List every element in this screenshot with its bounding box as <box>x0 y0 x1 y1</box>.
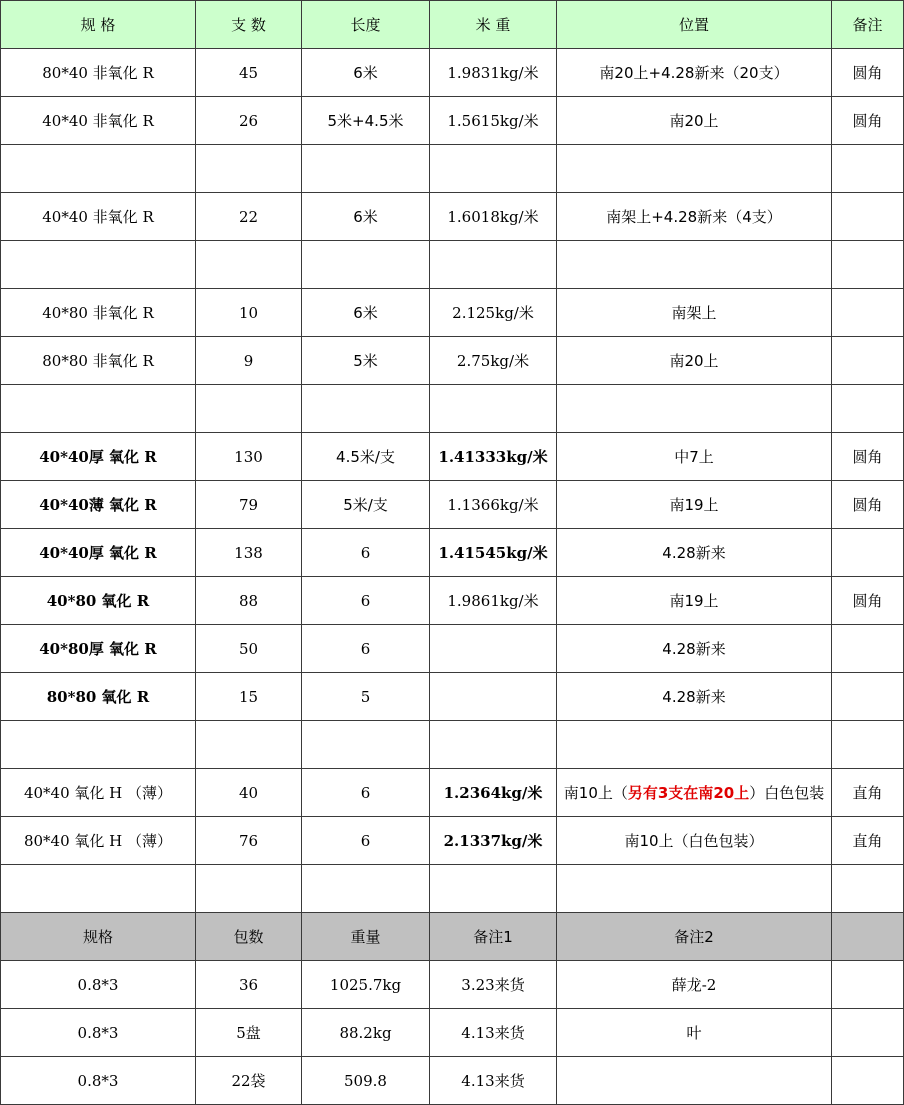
cell-note[interactable]: 圆角 <box>832 97 904 145</box>
cell-note2[interactable] <box>557 1057 832 1105</box>
header2-spec[interactable]: 规格 <box>1 913 196 961</box>
cell-note[interactable]: 圆角 <box>832 433 904 481</box>
cell-weight[interactable]: 1.41545kg/米 <box>430 529 557 577</box>
table-row <box>1 97 904 145</box>
cell-position[interactable]: 南20上 <box>557 337 832 385</box>
header-length[interactable]: 长度 <box>302 1 430 49</box>
cell-length[interactable]: 6米 <box>302 193 430 241</box>
cell-position[interactable]: 南19上 <box>557 481 832 529</box>
table-row <box>1 1057 904 1105</box>
cell-note1[interactable]: 4.13来货 <box>430 1009 557 1057</box>
cell-note[interactable] <box>832 625 904 673</box>
cell-spec[interactable]: 0.8*3 <box>1 1057 196 1105</box>
table-row <box>1 49 904 97</box>
cell-packs[interactable]: 5盘 <box>196 1009 302 1057</box>
cell-count[interactable]: 22 <box>196 193 302 241</box>
cell-length[interactable]: 4.5米/支 <box>302 433 430 481</box>
cell-position[interactable] <box>557 721 832 769</box>
cell-length[interactable]: 6 <box>302 625 430 673</box>
table-row <box>1 577 904 625</box>
cell-extra[interactable] <box>832 961 904 1009</box>
cell-extra[interactable] <box>832 1009 904 1057</box>
cell-note[interactable] <box>832 865 904 913</box>
cell-count[interactable]: 15 <box>196 673 302 721</box>
header-spec[interactable]: 规 格 <box>1 1 196 49</box>
cell-note[interactable] <box>832 193 904 241</box>
table-row <box>1 337 904 385</box>
cell-length[interactable] <box>302 145 430 193</box>
cell-packs[interactable]: 22袋 <box>196 1057 302 1105</box>
table-row <box>1 673 904 721</box>
cell-spec[interactable]: 40*40厚 氧化 R <box>1 433 196 481</box>
cell-note[interactable]: 直角 <box>832 817 904 865</box>
cell-spec[interactable] <box>1 385 196 433</box>
cell-weight[interactable]: 2.75kg/米 <box>430 337 557 385</box>
header-row <box>1 1 904 49</box>
cell-count[interactable]: 76 <box>196 817 302 865</box>
table-row <box>1 433 904 481</box>
cell-count[interactable]: 79 <box>196 481 302 529</box>
cell-note[interactable]: 直角 <box>832 769 904 817</box>
table-row <box>1 865 904 913</box>
cell-extra[interactable] <box>832 1057 904 1105</box>
cell-length[interactable]: 6米 <box>302 49 430 97</box>
cell-count[interactable] <box>196 385 302 433</box>
cell-count[interactable]: 88 <box>196 577 302 625</box>
cell-spec[interactable]: 40*80 非氧化 R <box>1 289 196 337</box>
cell-position[interactable]: 4.28新来 <box>557 529 832 577</box>
cell-count[interactable]: 26 <box>196 97 302 145</box>
cell-position[interactable] <box>557 865 832 913</box>
cell-length[interactable]: 5 <box>302 673 430 721</box>
header2-packs[interactable]: 包数 <box>196 913 302 961</box>
cell-note[interactable]: 圆角 <box>832 49 904 97</box>
cell-spec[interactable]: 0.8*3 <box>1 961 196 1009</box>
position-text-red: 另有3支在南20上 <box>627 784 750 802</box>
header2-note2[interactable]: 备注2 <box>557 913 832 961</box>
cell-count[interactable] <box>196 721 302 769</box>
cell-note[interactable] <box>832 721 904 769</box>
cell-weight[interactable] <box>430 673 557 721</box>
cell-spec[interactable]: 40*40 非氧化 R <box>1 193 196 241</box>
table-row <box>1 817 904 865</box>
cell-spec[interactable] <box>1 241 196 289</box>
cell-length[interactable]: 6 <box>302 817 430 865</box>
table-row <box>1 193 904 241</box>
cell-length[interactable]: 6 <box>302 529 430 577</box>
cell-weight[interactable]: 1.41333kg/米 <box>430 433 557 481</box>
cell-position[interactable]: 南19上 <box>557 577 832 625</box>
cell-note2[interactable]: 薛龙-2 <box>557 961 832 1009</box>
table-row <box>1 961 904 1009</box>
cell-note[interactable] <box>832 529 904 577</box>
cell-note[interactable] <box>832 337 904 385</box>
cell-note1[interactable]: 3.23来货 <box>430 961 557 1009</box>
cell-spec[interactable]: 40*40 氧化 H （薄） <box>1 769 196 817</box>
header-row-2 <box>1 913 904 961</box>
cell-spec[interactable]: 40*80厚 氧化 R <box>1 625 196 673</box>
cell-length[interactable]: 6米 <box>302 289 430 337</box>
header-note[interactable]: 备注 <box>832 1 904 49</box>
cell-weight[interactable] <box>430 721 557 769</box>
cell-spec[interactable]: 80*80 氧化 R <box>1 673 196 721</box>
position-text-b: ）白色包装 <box>749 784 825 802</box>
cell-length[interactable]: 6 <box>302 577 430 625</box>
header-position[interactable]: 位置 <box>557 1 832 49</box>
cell-length[interactable]: 5米+4.5米 <box>302 97 430 145</box>
cell-note[interactable] <box>832 673 904 721</box>
table-row <box>1 1009 904 1057</box>
cell-length[interactable] <box>302 241 430 289</box>
cell-weight[interactable]: 1.9861kg/米 <box>430 577 557 625</box>
cell-weight[interactable]: 509.8 <box>302 1057 430 1105</box>
cell-position[interactable] <box>557 385 832 433</box>
cell-spec[interactable]: 40*40厚 氧化 R <box>1 529 196 577</box>
cell-length[interactable]: 5米/支 <box>302 481 430 529</box>
cell-spec[interactable] <box>1 721 196 769</box>
cell-position[interactable]: 南架上 <box>557 289 832 337</box>
cell-weight[interactable] <box>430 625 557 673</box>
cell-weight[interactable]: 1.9831kg/米 <box>430 49 557 97</box>
cell-position[interactable]: 4.28新来 <box>557 673 832 721</box>
cell-note[interactable] <box>832 385 904 433</box>
cell-count[interactable]: 10 <box>196 289 302 337</box>
cell-position[interactable]: 4.28新来 <box>557 625 832 673</box>
cell-note[interactable] <box>832 145 904 193</box>
table-row <box>1 529 904 577</box>
cell-spec[interactable]: 80*40 非氧化 R <box>1 49 196 97</box>
cell-position[interactable]: 南10上（白色包装） <box>557 817 832 865</box>
cell-packs[interactable]: 36 <box>196 961 302 1009</box>
cell-weight[interactable]: 1.1366kg/米 <box>430 481 557 529</box>
cell-count[interactable] <box>196 241 302 289</box>
cell-note[interactable]: 圆角 <box>832 577 904 625</box>
cell-weight[interactable]: 2.1337kg/米 <box>430 817 557 865</box>
cell-weight[interactable]: 1.5615kg/米 <box>430 97 557 145</box>
cell-count[interactable]: 9 <box>196 337 302 385</box>
cell-spec[interactable]: 40*40薄 氧化 R <box>1 481 196 529</box>
cell-length[interactable] <box>302 865 430 913</box>
table-row <box>1 481 904 529</box>
cell-note[interactable] <box>832 289 904 337</box>
cell-weight[interactable]: 88.2kg <box>302 1009 430 1057</box>
cell-count[interactable] <box>196 145 302 193</box>
cell-note1[interactable]: 4.13来货 <box>430 1057 557 1105</box>
cell-position[interactable]: 南20上 <box>557 97 832 145</box>
header-weight[interactable]: 米 重 <box>430 1 557 49</box>
cell-length[interactable]: 6 <box>302 769 430 817</box>
cell-note[interactable]: 圆角 <box>832 481 904 529</box>
cell-note[interactable] <box>832 241 904 289</box>
header2-weight[interactable]: 重量 <box>302 913 430 961</box>
cell-position[interactable]: 南20上+4.28新来（20支） <box>557 49 832 97</box>
cell-weight[interactable] <box>430 241 557 289</box>
cell-spec[interactable] <box>1 865 196 913</box>
cell-spec[interactable]: 0.8*3 <box>1 1009 196 1057</box>
position-text-a: 南10上（ <box>563 784 628 802</box>
table-row <box>1 721 904 769</box>
cell-weight[interactable]: 1.6018kg/米 <box>430 193 557 241</box>
cell-weight[interactable] <box>430 865 557 913</box>
cell-position[interactable] <box>557 241 832 289</box>
cell-weight[interactable] <box>430 145 557 193</box>
cell-position[interactable]: 南架上+4.28新来（4支） <box>557 193 832 241</box>
table-row <box>1 769 904 817</box>
header-count[interactable]: 支 数 <box>196 1 302 49</box>
cell-count[interactable]: 45 <box>196 49 302 97</box>
cell-spec[interactable]: 80*40 氧化 H （薄） <box>1 817 196 865</box>
cell-position[interactable] <box>557 145 832 193</box>
cell-count[interactable]: 130 <box>196 433 302 481</box>
cell-spec[interactable]: 40*40 非氧化 R <box>1 97 196 145</box>
cell-position[interactable] <box>557 769 832 817</box>
header2-note1[interactable]: 备注1 <box>430 913 557 961</box>
cell-count[interactable]: 50 <box>196 625 302 673</box>
cell-spec[interactable]: 40*80 氧化 R <box>1 577 196 625</box>
cell-count[interactable] <box>196 865 302 913</box>
cell-length[interactable] <box>302 385 430 433</box>
cell-weight[interactable]: 2.125kg/米 <box>430 289 557 337</box>
cell-weight[interactable]: 1.2364kg/米 <box>430 769 557 817</box>
cell-count[interactable]: 40 <box>196 769 302 817</box>
table-row <box>1 241 904 289</box>
cell-spec[interactable]: 80*80 非氧化 R <box>1 337 196 385</box>
table-row <box>1 289 904 337</box>
cell-weight[interactable] <box>430 385 557 433</box>
header2-empty[interactable] <box>832 913 904 961</box>
cell-count[interactable]: 138 <box>196 529 302 577</box>
cell-spec[interactable] <box>1 145 196 193</box>
cell-note2[interactable]: 叶 <box>557 1009 832 1057</box>
table-row <box>1 385 904 433</box>
cell-weight[interactable]: 1025.7kg <box>302 961 430 1009</box>
table-row <box>1 625 904 673</box>
table-row <box>1 145 904 193</box>
cell-length[interactable]: 5米 <box>302 337 430 385</box>
cell-position[interactable]: 中7上 <box>557 433 832 481</box>
cell-length[interactable] <box>302 721 430 769</box>
